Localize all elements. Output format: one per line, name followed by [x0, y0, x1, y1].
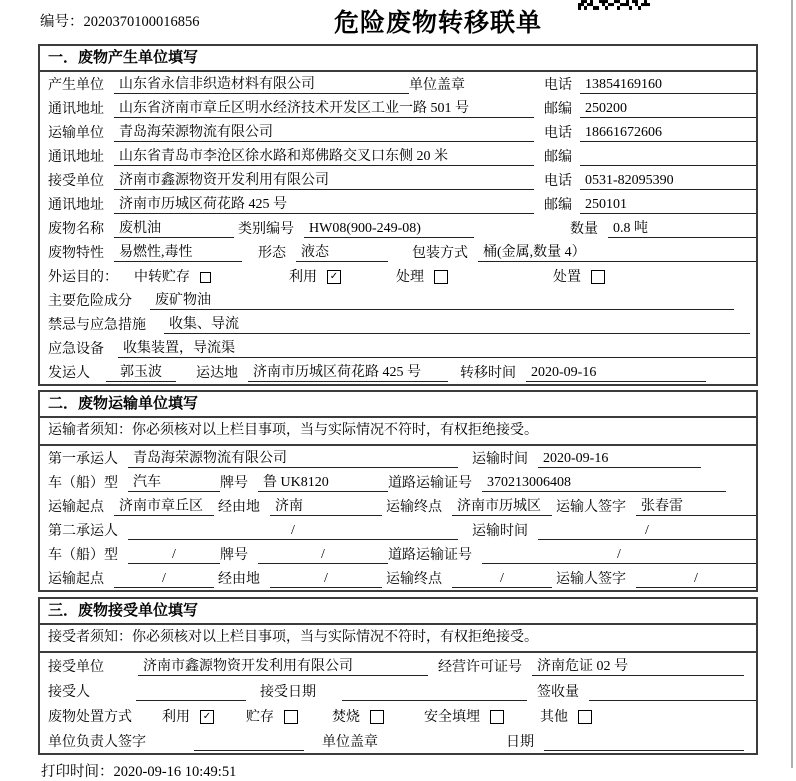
- phone-label: 电话: [544, 174, 572, 189]
- plate1-value: 鲁 UK8120: [258, 474, 388, 492]
- receiver-zip-value: 250101: [580, 196, 756, 214]
- date-value: [544, 733, 744, 751]
- unit-seal-label: 单位盖章: [322, 735, 378, 750]
- receiver-unit-label: 接受单位: [48, 174, 104, 189]
- zip-label: 邮编: [544, 198, 572, 213]
- terminal2-label: 运输终点: [386, 572, 442, 587]
- road1-value: 370213006408: [482, 474, 726, 492]
- waste-name-value: 废机油: [114, 220, 234, 238]
- purpose-label: 外运目的：: [48, 270, 118, 285]
- transporter-row: [40, 120, 756, 144]
- category-value: HW08(900-249-08): [304, 220, 474, 238]
- receiver-address-value: 济南市历城区荷花路 425 号: [114, 196, 534, 214]
- carrier2-row: [40, 518, 756, 542]
- terminal1-label: 运输终点: [386, 500, 442, 515]
- transporter-phone-value: 18661672606: [580, 124, 756, 142]
- sender-row: [40, 360, 756, 384]
- plate2-value: /: [258, 546, 388, 564]
- signer1-label: 运输人签字: [556, 500, 626, 515]
- purpose-transfer-label: 中转贮存: [134, 270, 190, 285]
- date-label: 日期: [506, 735, 534, 750]
- producer-phone-value: 13854169160: [580, 76, 756, 94]
- zip-label: 邮编: [544, 150, 572, 165]
- signer2-label: 运输人签字: [556, 572, 626, 587]
- producer-address-value: 山东省济南市章丘区明水经济技术开发区工业一路 501 号: [114, 100, 534, 118]
- serial-number: [40, 10, 200, 31]
- terminal1-value: 济南市历城区: [452, 498, 552, 516]
- serial-label: 编号：: [40, 14, 84, 30]
- packing-value: 桶(金属,数量 4）: [478, 244, 756, 262]
- phone-col: [544, 74, 756, 96]
- disposal-landfill-label: 安全填埋: [424, 710, 480, 725]
- disposal-store-label: 贮存: [246, 710, 274, 725]
- purpose-dispose-checkbox: [591, 270, 605, 284]
- equipment-value: 收集装置，导流渠: [118, 340, 756, 358]
- form-state-value: 液态: [296, 244, 388, 262]
- road1-label: 道路运输证号: [388, 476, 472, 491]
- waste-character-row: [40, 240, 756, 264]
- section-receiver: [38, 597, 758, 755]
- purpose-transfer-checkbox: [200, 272, 211, 283]
- origin1-label: 运输起点: [48, 500, 104, 515]
- producer-address-row: [40, 96, 756, 120]
- quantity-value: 0.8 吨: [608, 220, 756, 238]
- disposal-use-checkbox: ✓: [200, 710, 214, 724]
- disposal-landfill-checkbox: [490, 710, 504, 724]
- plate2-label: 牌号: [220, 548, 248, 563]
- destination-value: 济南市历城区荷花路 425 号: [248, 364, 448, 382]
- hazard-label: 主要危险成分: [48, 294, 132, 309]
- purpose-treat-checkbox: [434, 270, 448, 284]
- hazard-row: [40, 288, 756, 312]
- responsible-signer-row: [40, 728, 756, 753]
- receiver-row: [40, 168, 756, 192]
- purpose-use-checkbox: ✓: [327, 270, 341, 284]
- taboo-value: 收集、导流: [164, 316, 750, 334]
- taboo-label: 禁忌与应急措施: [48, 318, 146, 333]
- terminal2-value: /: [452, 570, 552, 588]
- signer1-value: 张春雷: [636, 498, 756, 516]
- hazard-value: 废矿物油: [150, 292, 734, 310]
- disposal-label: 废物处置方式: [48, 710, 132, 725]
- carrier1-row: [40, 446, 756, 470]
- permit-label: 经营许可证号: [438, 660, 522, 675]
- receive-unit-label: 接受单位: [48, 660, 104, 675]
- vehicle1-row: [40, 470, 756, 494]
- route1-row: [40, 494, 756, 518]
- origin1-value: 济南市章丘区: [114, 498, 214, 516]
- transfer-time-label: 转移时间: [460, 366, 516, 381]
- receive-person-row: [40, 678, 756, 703]
- permit-value: 济南危证 02 号: [532, 658, 744, 676]
- carrier1-label: 第一承运人: [48, 452, 118, 467]
- purpose-use-label: 利用: [289, 270, 317, 285]
- producer-zip-value: 250200: [580, 100, 756, 118]
- receiver-unit-value: 济南市鑫源物资开发利用有限公司: [114, 172, 534, 190]
- form-state-label: 形态: [258, 246, 286, 261]
- destination-label: 运达地: [196, 366, 238, 381]
- receive-person-value: [136, 683, 246, 701]
- equipment-row: [40, 336, 756, 360]
- transporter-zip-value: [580, 148, 756, 166]
- purpose-dispose-label: 处置: [553, 270, 581, 285]
- packing-label: 包装方式: [412, 246, 468, 261]
- transporter-address-row: [40, 144, 756, 168]
- transfer-time-value: 2020-09-16: [526, 364, 706, 382]
- phone-label: 电话: [544, 126, 572, 141]
- via2-label: 经由地: [218, 572, 260, 587]
- disposal-row: [40, 703, 756, 728]
- carrier1-value: 青岛海荣源物流有限公司: [128, 450, 458, 468]
- phone-label: 电话: [544, 78, 572, 93]
- print-time-value: 2020-09-16 10:49:51: [113, 764, 237, 780]
- receive-unit-value: 济南市鑫源物资开发利用有限公司: [138, 658, 428, 676]
- page-edge-line: [791, 0, 793, 768]
- receiver-phone-value: 0531-82095390: [580, 172, 756, 190]
- via2-value: /: [270, 570, 382, 588]
- time1-label: 运输时间: [472, 452, 528, 467]
- vehicle2-label: 车（船）型: [48, 548, 118, 563]
- purpose-treat-label: 处理: [396, 270, 424, 285]
- receive-unit-row: [40, 653, 756, 678]
- category-label: 类别编号: [238, 222, 294, 237]
- transporter-unit-value: 青岛海荣源物流有限公司: [114, 124, 534, 142]
- zip-col: [544, 194, 756, 216]
- address-label: 通讯地址: [48, 198, 104, 213]
- disposal-burn-checkbox: [370, 710, 384, 724]
- print-time: [38, 760, 758, 781]
- transporter-unit-label: 运输单位: [48, 126, 104, 141]
- zip-col: [544, 98, 756, 120]
- time2-label: 运输时间: [472, 524, 528, 539]
- producer-unit-value: 山东省永信非织造材料有限公司: [114, 76, 409, 94]
- purpose-row: [40, 264, 756, 288]
- serial-value: 2020370100016856: [83, 14, 200, 30]
- section-transport-title: 二．废物运输单位填写: [40, 392, 756, 418]
- qr-code-fragment: [578, 0, 650, 10]
- quantity-label: 数量: [570, 222, 598, 237]
- disposal-burn-label: 焚烧: [332, 710, 360, 725]
- print-time-label: 打印时间：: [41, 764, 114, 780]
- vehicle2-value: /: [128, 546, 220, 564]
- phone-col: [544, 122, 756, 144]
- section-receiver-title: 三．废物接受单位填写: [40, 599, 756, 625]
- waste-name-label: 废物名称: [48, 222, 104, 237]
- sender-value: 郭玉波: [106, 364, 176, 382]
- receive-date-value: [342, 683, 527, 701]
- section-producer: [38, 44, 758, 386]
- producer-unit-label: 产生单位: [48, 78, 104, 93]
- via1-value: 济南: [270, 498, 382, 516]
- receipt-amount-label: 签收量: [537, 685, 579, 700]
- disposal-other-label: 其他: [540, 710, 568, 725]
- waste-character-value: 易燃性,毒性: [114, 244, 242, 262]
- vehicle1-value: 汽车: [128, 474, 220, 492]
- carrier2-value: /: [128, 522, 458, 540]
- road2-value: /: [482, 546, 756, 564]
- responsible-signer-value: [194, 733, 304, 751]
- section-producer-title: 一．废物产生单位填写: [40, 46, 756, 72]
- via1-label: 经由地: [218, 500, 260, 515]
- disposal-store-checkbox: [284, 710, 298, 724]
- receive-date-label: 接受日期: [260, 685, 316, 700]
- sender-label: 发运人: [48, 366, 90, 381]
- receiver-address-row: [40, 192, 756, 216]
- producer-row: [40, 72, 756, 96]
- form-title: 危险废物转移联单: [333, 10, 543, 37]
- transporter-address-value: 山东省青岛市李沧区徐水路和郑佛路交叉口东侧 20 米: [114, 148, 534, 166]
- transport-notice: 运输者须知：你必须核对以上栏目事项，当与实际情况不符时，有权拒绝接受。: [40, 418, 756, 446]
- unit-seal-label: 单位盖章: [409, 78, 465, 93]
- address-label: 通讯地址: [48, 102, 104, 117]
- responsible-signer-label: 单位负责人签字: [48, 735, 146, 750]
- zip-col: [544, 146, 756, 168]
- waste-character-label: 废物特性: [48, 246, 104, 261]
- receiver-notice: 接受者须知：你必须核对以上栏目事项，当与实际情况不符时，有权拒绝接受。: [40, 625, 756, 653]
- section-transport: [38, 390, 758, 592]
- disposal-other-checkbox: [578, 710, 592, 724]
- phone-col: [544, 170, 756, 192]
- receipt-amount-value: [589, 683, 756, 701]
- origin2-label: 运输起点: [48, 572, 104, 587]
- zip-label: 邮编: [544, 102, 572, 117]
- time1-value: 2020-09-16: [538, 450, 701, 468]
- vehicle1-label: 车（船）型: [48, 476, 118, 491]
- disposal-use-label: 利用: [162, 710, 190, 725]
- plate1-label: 牌号: [220, 476, 248, 491]
- signer2-value: /: [636, 570, 756, 588]
- origin2-value: /: [114, 570, 214, 588]
- address-label: 通讯地址: [48, 150, 104, 165]
- form-header: [38, 0, 758, 44]
- equipment-label: 应急设备: [48, 342, 104, 357]
- vehicle2-row: [40, 542, 756, 566]
- time2-value: /: [538, 522, 756, 540]
- taboo-row: [40, 312, 756, 336]
- road2-label: 道路运输证号: [388, 548, 472, 563]
- waste-transfer-form: [38, 0, 758, 781]
- receive-person-label: 接受人: [48, 685, 90, 700]
- waste-name-row: [40, 216, 756, 240]
- carrier2-label: 第二承运人: [48, 524, 118, 539]
- route2-row: [40, 566, 756, 590]
